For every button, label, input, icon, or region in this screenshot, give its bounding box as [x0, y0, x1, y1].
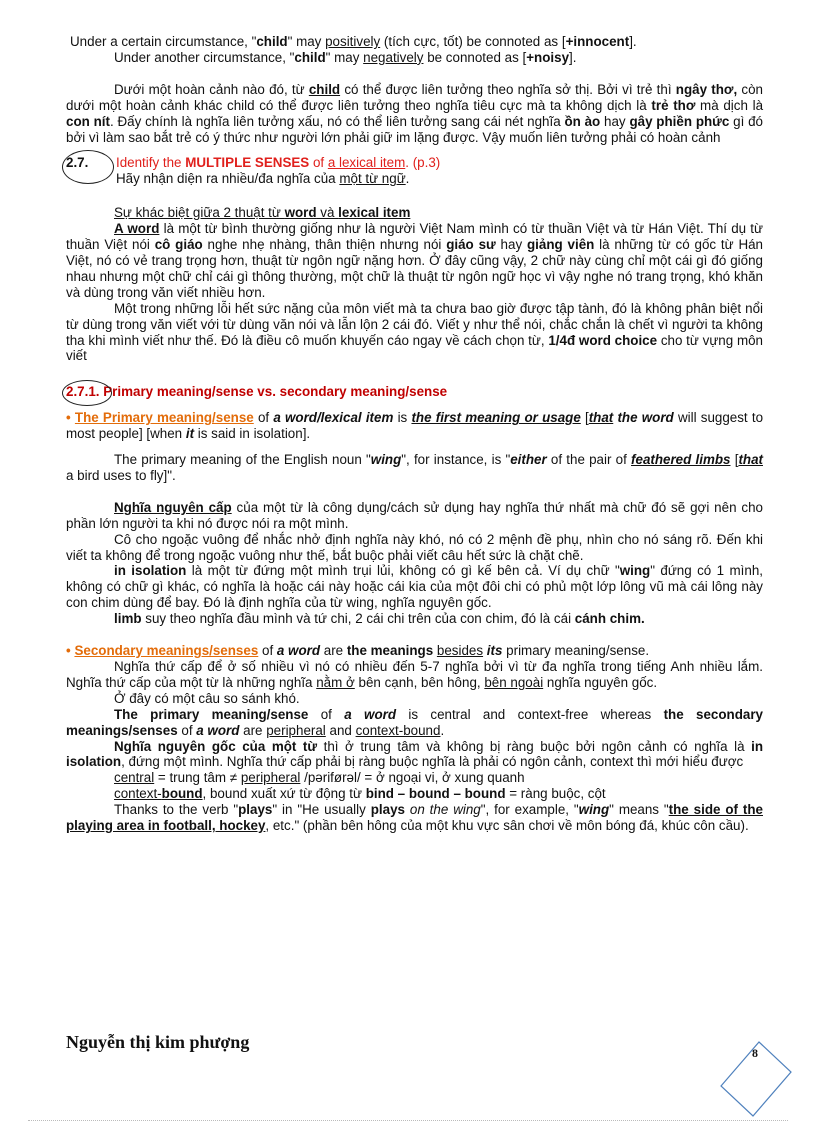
para-a-word: A word là một từ bình thường giống như là người Việt Nam mình có từ thuần Việt và từ Hán Việt. Thí dụ từ thuần Việt nói cô giáo nghe nhẹ nhàng, thân thiện nhưng nói giáo sư hay giảng viên là những từ có gốc từ Hán Việt, nó có vẻ trang trọng hơn, thuật từ ngôn ngữ nặng hơn. Ở đây cũng vậy, 2 chữ này cùng chỉ một cái gì đó giống nhau nhưng một chữ chỉ cái gì thông thường, một chữ là thuật từ ngôn ngữ học vì vậy nghe nó trang trọng, khó khăn và dùng trong văn viết nhiều hơn. — [66, 221, 764, 300]
para-writing-errors: Một trong những lỗi hết sức nặng của môn viết mà ta chưa bao giờ được tập tành, đó là không phân biệt nổi từ dùng trong văn viết với từ dùng văn nói và lẫn lộn 2 cái đó. Viết y như thể nói, chắc chắn là chết vì người ta không tha khi mình viết như thế. Đó là điều cô muốn khuyến cáo ngay về cách chọn từ, 1/4đ word choice cho từ vựng môn viết — [66, 300, 763, 364]
line-innocent: Under a certain circumstance, "child" may positively (tích cực, tốt) be connoted as [+innocent]. — [70, 34, 637, 49]
para-nghia-nguyen-cap: Nghĩa nguyên cấp của một từ là công dụng/cách sử dụng hay nghĩa thứ nhất mà chữ đó sẽ gợi nên cho phần lớn người ta khi nó được nói ra một mình. — [66, 499, 763, 531]
para-comparison: Ở đây có một câu so sánh khó. — [114, 690, 300, 706]
document-body — [66, 34, 763, 834]
para-in-isolation: in isolation là một từ đứng một mình trụi lủi, không có gì kế bên cả. Ví dụ chữ "wing" đứng có 1 mình, không có chữ gì khác, có nghĩa là hoặc cái này hoặc cái kia của một đôi chi có phủ một lớp lông vũ mà cái lông này con chim dùng để bay. Đó là định nghĩa của từ wing, nghĩa nguyên gốc. — [66, 563, 763, 611]
diff-heading: Sự khác biệt giữa 2 thuật từ word và lexical item — [114, 205, 411, 221]
line-noisy: Under another circumstance, "child" may negatively be connoted as [+noisy]. — [114, 49, 577, 65]
section-2-7-heading: 2.7. Identify the MULTIPLE SENSES of a lexical item. (p.3) Hãy nhận diện ra nhiều/đa nghĩa của một từ ngữ. — [66, 155, 763, 187]
para-brackets: Cô cho ngoặc vuông để nhắc nhở định nghĩa này khó, nó có 2 mệnh đề phụ, nhìn cho nó sáng rõ. Đến khi viết ta không để trong ngoặc vuông như thế, bắt buộc phải viết câu hết sức là chặt chẽ. — [66, 531, 763, 563]
para-plays-on-wing: Thanks to the verb "plays" in "He usually plays on the wing", for example, "wing" means "the side of the playing area in football, hockey, etc." (phần bên hông của một khu vực sân chơi về môn bóng đá, khúc côn cầu). — [66, 802, 763, 834]
footer-divider — [28, 1120, 788, 1121]
author-name: Nguyễn thị kim phượng — [66, 1032, 250, 1052]
section-2-7-1-heading: 2.7.1. Primary meaning/sense vs. secondary meaning/sense — [66, 384, 763, 400]
para-central-peripheral: The primary meaning/sense of a word is central and context-free whereas the secondary meanings/senses of a word are peripheral and context-bound. — [66, 706, 764, 738]
para-nghia-nguyen-goc: Nghĩa nguyên gốc của một từ thì ở trung tâm và không bị ràng buộc bởi ngôn cảnh có nghĩa là in isolation, đứng một mình. Nghĩa thứ cấp phải bị ràng buộc nghĩa là phải có ngôn cảnh, context thì mới hiểu được — [66, 738, 763, 770]
page-number: 8 — [752, 1046, 758, 1060]
line-context-bound: context-bound, bound xuất xứ từ động từ bind – bound – bound = ràng buộc, cột — [114, 786, 606, 802]
para-child: Dưới một hoàn cảnh nào đó, từ child có thể được liên tưởng theo nghĩa sở thị. Bởi vì trẻ thì ngây thơ, còn dưới một hoàn cảnh khác child có thể được liên tưởng theo nghĩa tiêu cực mà ta không dịch là trẻ thơ mà dịch là con nít. Đấy chính là nghĩa liên tưởng xấu, nó có thể liên tưởng sang cái nét nghĩa ồn ào hay gây phiền phức gì đó bởi vì làm sao bắt trẻ có ý thức như người lớn phải giữ im lặng được. Vậy muốn liên tưởng phải có hoàn cảnh — [66, 81, 764, 145]
para-wing-primary: The primary meaning of the English noun "wing", for instance, is "either of the pair of feathered limbs [that a bird uses to fly]". — [66, 452, 763, 483]
def-primary-meaning: • The Primary meaning/sense of a word/lexical item is the first meaning or usage [that the word will suggest to most people] [when it is said in isolation]. — [66, 410, 764, 442]
para-limb: limb suy theo nghĩa đầu mình và tứ chi, 2 cái chi trên của con chim, đó là cái cánh chim. — [114, 611, 645, 627]
def-secondary-meaning: • Secondary meanings/senses of a word are the meanings besides its primary meaning/sense. — [66, 643, 650, 659]
para-nghia-thu-cap: Nghĩa thứ cấp để ở số nhiều vì nó có nhiều đến 5-7 nghĩa bởi vì từ đa nghĩa trong tiếng Anh nhiều lắm. Nghĩa thứ cấp của một từ là những nghĩa nằm ở bên cạnh, bên hông, bên ngoài nghĩa nguyên gốc. — [66, 659, 763, 690]
line-central: central = trung tâm ≠ peripheral /pəriførəl/ = ở ngoại vi, ở xung quanh — [114, 770, 525, 786]
